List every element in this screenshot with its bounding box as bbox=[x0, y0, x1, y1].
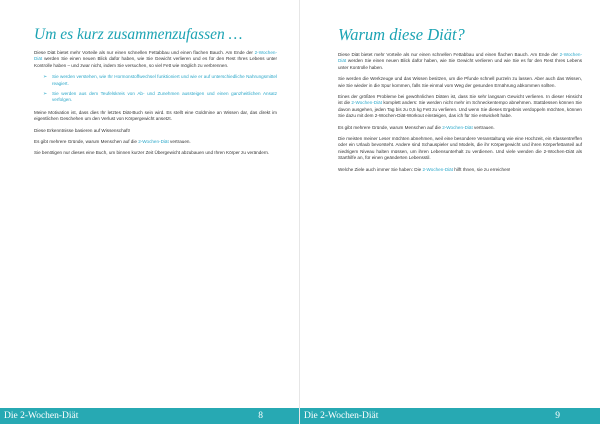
closing-paragraph: Sie benötigen nur dieses eine Buch, um binnen kurzer Zeit Übergewicht abzubauen und Ihren Körper zu verändern. bbox=[34, 150, 270, 156]
problems-paragraph bbox=[338, 94, 582, 120]
right-page-content bbox=[338, 26, 582, 178]
right-page-heading: Warum diese Diät? bbox=[338, 25, 465, 44]
reasons-paragraph bbox=[34, 139, 277, 145]
arrow-bullet-icon: ➢ bbox=[43, 74, 48, 81]
diet-name-highlight: 2-Wochen-Diät bbox=[34, 50, 277, 62]
page-number: 8 bbox=[258, 411, 263, 421]
right-page-footer bbox=[300, 408, 600, 424]
footer-book-title: Die 2-Wochen-Diät bbox=[4, 411, 79, 421]
text-segment: komplett anders: Sie werden nicht mehr im Schneckentempo abnehmen. Stattdessen können Sie davon ausgehen, jeden Tag bis zu 0,5 kg Fett zu verlieren. Und wenn Sie dieses Ergebnis verdoppeln möchten, können Sie dazu mit dem 2-Wochen-Diät-Workout einsteigen, das ich für Sie entwickelt habe. bbox=[338, 100, 582, 119]
left-page-content bbox=[34, 26, 277, 162]
left-page-footer bbox=[0, 408, 299, 424]
arrow-bullet-icon: ➢ bbox=[43, 91, 48, 98]
text-segment: vertrauen. bbox=[472, 124, 495, 130]
diet-name-highlight: 2-Wochen-Diät bbox=[351, 100, 382, 106]
diet-name-highlight: 2-Wochen-Diät bbox=[338, 52, 582, 64]
footer-book-title: Die 2-Wochen-Diät bbox=[304, 411, 379, 421]
diet-name-highlight: 2-Wochen-Diät bbox=[138, 139, 169, 145]
benefit-list-item bbox=[43, 74, 277, 87]
text-segment: Es gibt mehrere Gründe, warum Menschen auf die bbox=[34, 139, 139, 145]
left-page-heading: Um es kurz zusammenzufassen … bbox=[34, 26, 243, 43]
text-segment: Es gibt mehrere Gründe, warum Menschen auf die bbox=[338, 124, 443, 130]
reasons-paragraph bbox=[338, 125, 582, 131]
text-segment: Welche Ziele auch immer Sie haben: Die bbox=[338, 166, 423, 172]
benefit-list-item bbox=[43, 91, 277, 104]
goals-paragraph bbox=[338, 167, 582, 173]
motivation-paragraph: Meine Motivation ist, dass dies Ihr letztes Diät-Buch sein wird. Es stellt eine Goldmine an Wissen dar, das direkt im eigentlichen Geschehen um den Verlust von Körpergewicht ansetzt. bbox=[34, 109, 277, 122]
readers-paragraph: Die meisten meiner Leser möchten abnehmen, weil eine besondere Veranstaltung wie eine Hochzeit, ein Klassentreffen oder ein Urlaub bevorsteht. Andere sind Schauspieler und Models, die ihr Körpergewicht und ihren Körperfettanteil auf niedrigem Niveau halten müssen, um ihren Lebensunterhalt zu verdienen. Und viele wenden die 2-Wochen-Diät als Starthilfe an, für einen geänderten Lebensstil. bbox=[338, 136, 582, 161]
diet-name-highlight: 2-Wochen-Diät bbox=[422, 166, 453, 172]
text-segment: werden Sie einen neuen Blick dafür haben, wie Sie Gewicht verlieren und wie Sie es für den Rest Ihres Lebens unter Kontrolle haben. bbox=[338, 58, 582, 70]
text-segment: Diese Diät bietet mehr Vorteile als nur einen schnellen Fettabbau und einen flachen Bauch. Am Ende der bbox=[34, 50, 255, 55]
benefit-list bbox=[34, 74, 277, 104]
text-segment: vertrauen. bbox=[168, 139, 191, 145]
text-segment: Diese Diät bietet mehr Vorteile als nur einen schnellen Fettabbau und einen flachen Bauch. Am Ende der bbox=[338, 52, 560, 57]
science-paragraph: Diese Erkenntnisse basieren auf Wissenschaft! bbox=[34, 127, 131, 133]
benefit-text: Sie werden aus dem Teufelskreis von Ab- und Zunehmen aussteigen und einen ganzheitlichen Ansatz verfolgen. bbox=[52, 91, 277, 103]
text-segment: werden Sie einen neuen Blick dafür haben, wie Sie Gewicht verlieren und es für den Rest Ihres Lebens unter Kontrolle haben – und zwar nicht, indem Sie versuchen, so viel Fett wie möglich zu verbrennen. bbox=[34, 56, 277, 68]
left-intro-paragraph bbox=[34, 50, 277, 69]
tools-paragraph: Sie werden die Werkzeuge und das Wissen besitzen, um die Pfunde schnell purzeln zu lassen. Aber auch das Wissen, wie Sie wieder in die Spur kommen, falls Sie einmal vom Weg der gesunden Ernährung abkommen sollten. bbox=[338, 76, 582, 88]
page-number: 9 bbox=[555, 411, 560, 421]
text-segment: Eines der größten Probleme bei gewöhnlichen Diäten ist, dass Sie sehr langsam Gewicht verlieren. In dieser Hinsicht ist die bbox=[338, 94, 582, 106]
right-intro-paragraph bbox=[338, 52, 582, 71]
right-page bbox=[300, 0, 600, 424]
benefit-text: Sie werden verstehen, wie Ihr Hormonstoffwechsel funktioniert und wie er auf unterschiedliche Nahrungsmittel reagiert. bbox=[52, 74, 277, 86]
text-segment: hilft Ihnen, sie zu erreichen! bbox=[453, 166, 511, 172]
diet-name-highlight: 2-Wochen-Diät bbox=[442, 124, 473, 130]
